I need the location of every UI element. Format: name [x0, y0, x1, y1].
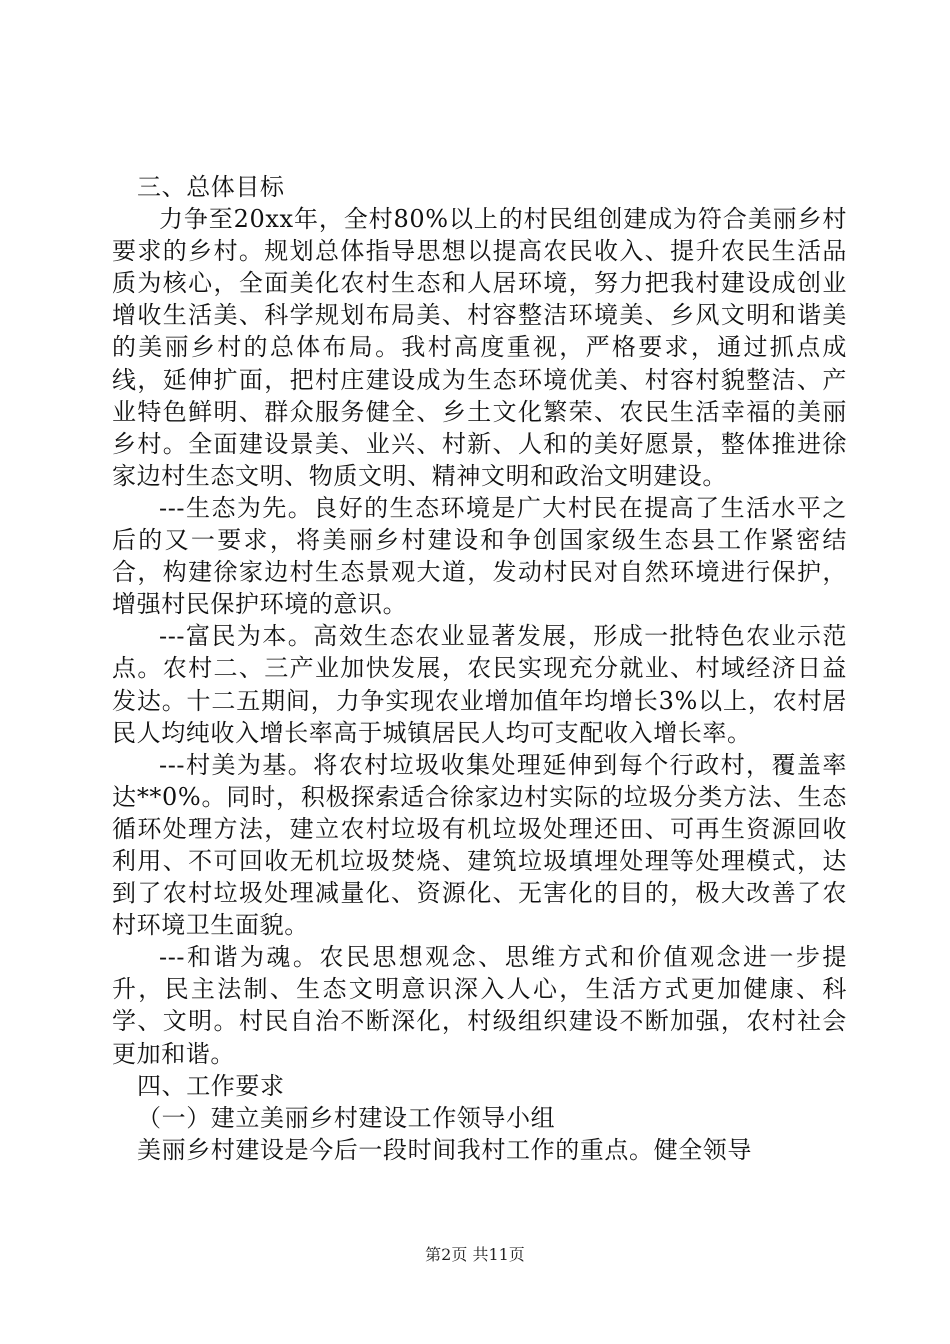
subheading-leadership-group: （一）建立美丽乡村建设工作领导小组 [137, 1103, 556, 1132]
paragraph-harmony-soul: ---和谐为魂。农民思想观念、思维方式和价值观念进一步提升，民主法制、生态文明意识深入人心，生活方式更加健康、科学、文明。村民自治不断深化，村级组织建设不断加强，农村社会更加和谐。 [112, 943, 847, 1068]
paragraph-village-beauty: ---村美为基。将农村垃圾收集处理延伸到每个行政村，覆盖率达**0%。同时，积极探索适合徐家边村实际的垃圾分类方法、生态循环处理方法，建立农村垃圾有机垃圾处理还田、可再生资源回收利用、不可回收无机垃圾焚烧、建筑垃圾填埋处理等处理模式，达到了农村垃圾处理减量化、资源化、无害化的目的，极大改善了农村环境卫生面貌。 [112, 750, 847, 940]
page-number-footer: 第2页 共11页 [425, 1245, 525, 1264]
section-heading-overall-goal: 三、总体目标 [137, 173, 285, 201]
paragraph-goal: 力争至20xx年，全村80%以上的村民组创建成为符合美丽乡村要求的乡村。规划总体指导思想以提高农民收入、提升农民生活品质为核心，全面美化农村生态和人居环境，努力把我村建设成创业增收生活美、科学规划布局美、村容整洁环境美、乡风文明和谐美的美丽乡村的总体布局。我村高度重视，严格要求，通过抓点成线，延伸扩面，把村庄建设成为生态环境优美、村容村貌整洁、产业特色鲜明、群众服务健全、乡土文化繁荣、农民生活幸福的美丽乡村。全面建设景美、业兴、村新、人和的美好愿景，整体推进徐家边村生态文明、物质文明、精神文明和政治文明建设。 [112, 205, 847, 490]
paragraph-ecology-first: ---生态为先。良好的生态环境是广大村民在提高了生活水平之后的又一要求，将美丽乡村建设和争创国家级生态县工作紧密结合，构建徐家边村生态景观大道，发动村民对自然环境进行保护，增强村民保护环境的意识。 [112, 493, 847, 619]
paragraph-leadership: 美丽乡村建设是今后一段时间我村工作的重点。健全领导 [137, 1135, 752, 1164]
paragraph-wealth-basis: ---富民为本。高效生态农业显著发展，形成一批特色农业示范点。农村二、三产业加快发展，农民实现充分就业、村域经济日益发达。十二五期间，力争实现农业增加值年均增长3%以上，农村居民人均纯收入增长率高于城镇居民人均可支配收入增长率。 [112, 622, 847, 747]
section-heading-work-requirements: 四、工作要求 [137, 1071, 285, 1100]
document-body [112, 171, 847, 1166]
